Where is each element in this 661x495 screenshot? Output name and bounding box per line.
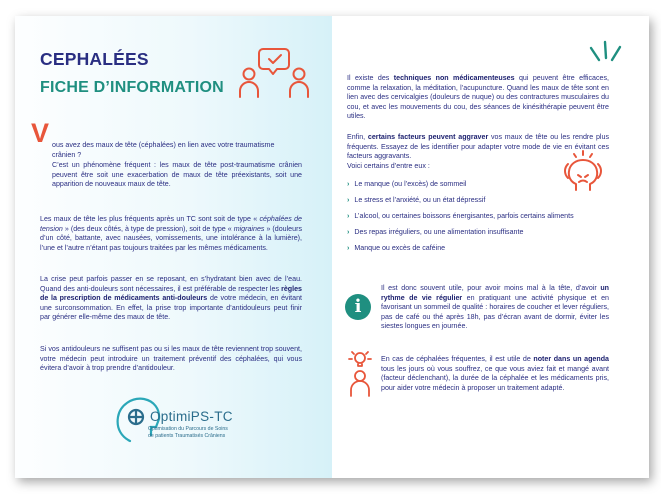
chevron-right-icon: › (347, 228, 350, 236)
chevron-right-icon: › (347, 212, 350, 220)
accent-strokes-icon (588, 38, 624, 64)
chevron-right-icon: › (347, 196, 350, 204)
preventive-treatment-paragraph: Si vos antidouleurs ne suffisent pas ou si les maux de tête reviennent trop souvent, votre médecin peut introduire un traitement préventif des céphalées, qui vous évitera d’avoir à trop prendre d’antidouleur. (40, 345, 302, 373)
intro-line-2: crânien ? (52, 151, 82, 159)
factor-item: › Le stress et l’anxiété, ou un état dépressif (347, 196, 486, 204)
factors-intro: Voici certains d’entre eux : (347, 162, 430, 170)
agenda-paragraph: En cas de céphalées fréquentes, il est utile de noter dans un agenda tous les jours où vous souffrez, ce que vous aviez fait et mangé avant (facteur déclenchant), la durée de la céphalée et les médicaments pris, pour aider votre médecin à proposer un traitement adapté. (381, 355, 609, 392)
aggravating-factors-paragraph: Enfin, certains facteurs peuvent aggraver vos maux de tête ou les rendre plus fréquents. Essayez de les identifier pour adapter votre mode de vie en évitant ces facteurs aggravants. (347, 133, 609, 161)
headache-icon (560, 148, 606, 194)
doctor-consultation-icon (237, 44, 312, 99)
factor-item: › L’alcool, ou certaines boissons énergisantes, parfois certains aliments (347, 212, 574, 220)
intro-paragraph: C’est un phénomène fréquent : les maux de tête post-traumatisme crânien peuvent être soit une exacerbation de maux de tête préexistants, soit une apparition de nouveaux maux de tête. (52, 161, 302, 189)
drop-cap: V (31, 118, 50, 148)
painkillers-paragraph: La crise peut parfois passer en se reposant, en s’hydratant bien avec de l’eau. Quand des anti-douleurs sont nécessaires, il est préférable de respecter les règles de la prescription de médicaments anti-douleurs de votre médecin, en évitant une surconsommation. En effet, la prise trop importante d’antidouleurs peut finir par générer elle-même des maux de tête. (40, 275, 302, 322)
logo-tagline-2: de patients Traumatisés Crâniens (148, 433, 226, 439)
page-title: CEPHALÉES (40, 49, 149, 69)
regular-rhythm-paragraph: Il est donc souvent utile, pour avoir moins mal à la tête, d’avoir un rythme de vie régulier en pratiquant une activité physique et en favorisant un sommeil de qualité : horaires de coucher et lever réguliers, pas de café ou thé après 18h, pas d’écran avant de dormir, éviter les siestes longues en journée. (381, 284, 609, 331)
logo-name: OptimiPS-TC (150, 409, 233, 424)
non-drug-techniques-paragraph: Il existe des techniques non médicamenteuses qui peuvent être efficaces, comme la relaxation, la méditation, l’acupuncture. Quand les maux de tête sont en lien avec des cervicalgies (douleurs de nuque) ou des contractures musculaires du cou, et avec les mouvements du cou, des séances de kinésithérapie peuvent être utiles. (347, 74, 609, 121)
idea-lightbulb-icon (340, 348, 380, 398)
page-subtitle: FICHE D’INFORMATION (40, 79, 224, 96)
logo-tagline-1: Optimisation du Parcours de Soins (148, 426, 228, 432)
headache-types-paragraph: Les maux de tête les plus fréquents après un TC sont soit de type « céphalées de tension » (des deux côtés, à type de pression), soit de type « migraines » (douleurs d’un côté, battante, avec nausées, vomissements, une intolérance à la lumière), l’une et l’autre n’étant pas toujours traitées par les mêmes médicaments. (40, 215, 302, 252)
chevron-right-icon: › (347, 180, 350, 188)
factor-item: › Manque ou excès de caféine (347, 244, 446, 252)
intro-line: ous avez des maux de tête (céphalées) en lien avec votre traumatisme (52, 141, 275, 149)
info-icon: i (345, 294, 371, 320)
factor-item: › Des repas irréguliers, ou une alimentation insuffisante (347, 228, 524, 236)
chevron-right-icon: › (347, 244, 350, 252)
factor-item: › Le manque (ou l’excès) de sommeil (347, 180, 467, 188)
